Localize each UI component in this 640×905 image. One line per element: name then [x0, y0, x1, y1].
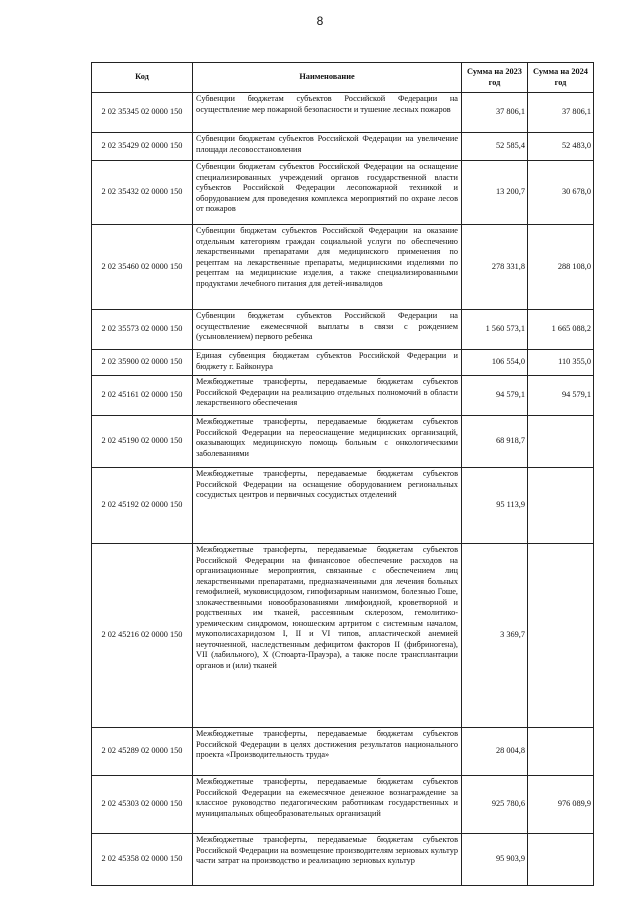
row-code: 2 02 45303 02 0000 150: [92, 776, 193, 834]
row-code: 2 02 35432 02 0000 150: [92, 161, 193, 225]
row-code: 2 02 45289 02 0000 150: [92, 728, 193, 776]
row-name: Единая субвенция бюджетам субъектов Российской Федерации и бюджету г. Байконура: [193, 350, 462, 376]
row-sum-2023: 1 560 573,1: [462, 310, 528, 350]
row-code: 2 02 35345 02 0000 150: [92, 93, 193, 133]
row-sum-2024: 976 089,9: [528, 776, 594, 834]
row-sum-2024: 288 108,0: [528, 225, 594, 310]
budget-table: [91, 62, 594, 886]
row-sum-2023: 52 585,4: [462, 133, 528, 161]
row-code: 2 02 35573 02 0000 150: [92, 310, 193, 350]
table-row: [92, 834, 594, 886]
row-sum-2024: [528, 728, 594, 776]
row-sum-2024: [528, 834, 594, 886]
row-sum-2023: 37 806,1: [462, 93, 528, 133]
row-sum-2024: 52 483,0: [528, 133, 594, 161]
table-row: [92, 416, 594, 468]
row-sum-2023: 68 918,7: [462, 416, 528, 468]
table-row: [92, 161, 594, 225]
row-sum-2024: 110 355,0: [528, 350, 594, 376]
row-code: 2 02 45192 02 0000 150: [92, 468, 193, 544]
row-code: 2 02 45358 02 0000 150: [92, 834, 193, 886]
table-row: [92, 310, 594, 350]
row-sum-2024: 30 678,0: [528, 161, 594, 225]
row-sum-2023: 13 200,7: [462, 161, 528, 225]
row-code: 2 02 35460 02 0000 150: [92, 225, 193, 310]
table-row: [92, 468, 594, 544]
row-sum-2024: 94 579,1: [528, 376, 594, 416]
row-sum-2024: [528, 544, 594, 728]
table-row: [92, 133, 594, 161]
row-sum-2023: 95 113,9: [462, 468, 528, 544]
row-code: 2 02 45161 02 0000 150: [92, 376, 193, 416]
row-name: Межбюджетные трансферты, передаваемые бюджетам субъектов Российской Федерации в целях достижения результатов национального проекта «Производительность труда»: [193, 728, 462, 776]
row-sum-2023: 925 780,6: [462, 776, 528, 834]
row-sum-2024: [528, 468, 594, 544]
header-name: Наименование: [193, 63, 462, 93]
row-sum-2024: 37 806,1: [528, 93, 594, 133]
row-name: Субвенции бюджетам субъектов Российской Федерации на осуществление ежемесячной выплаты в связи с рождением (усыновлением) первого ребенка: [193, 310, 462, 350]
row-sum-2023: 28 004,8: [462, 728, 528, 776]
header-row: [92, 63, 594, 93]
row-name: Субвенции бюджетам субъектов Российской Федерации на осуществление мер пожарной безопасности и тушение лесных пожаров: [193, 93, 462, 133]
row-name: Межбюджетные трансферты, передаваемые бюджетам субъектов Российской Федерации на возмещение производителям зерновых культур части затрат на производство и реализацию зерновых культур: [193, 834, 462, 886]
table-row: [92, 376, 594, 416]
row-name: Межбюджетные трансферты, передаваемые бюджетам субъектов Российской Федерации на реализацию отдельных полномочий в области лекарственного обеспечения: [193, 376, 462, 416]
row-code: 2 02 35429 02 0000 150: [92, 133, 193, 161]
row-name: Межбюджетные трансферты, передаваемые бюджетам субъектов Российской Федерации на финансовое обеспечение расходов на организационные мероприятия, связанные с обеспечением лиц лекарственными препаратами, предназначенными для лечения больных гемофилией, муковисцидозом, гипофизарным нанизмом, болезнью Гоше, злокачественными новообразованиями лимфоидной, кроветворной и родственных им тканей, рассеянным склерозом, гемолитико-уремическим синдромом, юношеским артритом с системным началом, мукополисахаридозом I, II и VI типов, апластической анемией неуточненной, наследственным дефицитом факторов II (фибриногена), VII (лабильного), X (Стюарта-Прауэра), а также после трансплантации органов и (или) тканей: [193, 544, 462, 728]
row-sum-2023: 278 331,8: [462, 225, 528, 310]
table-row: [92, 350, 594, 376]
row-name: Субвенции бюджетам субъектов Российской Федерации на оснащение специализированных учреждений органов государственной власти субъектов Российской Федерации лесопожарной техникой и оборудованием для проведения комплекса мероприятий по охране лесов от пожаров: [193, 161, 462, 225]
row-sum-2023: 94 579,1: [462, 376, 528, 416]
header-sum-2024: Сумма на 2024 год: [528, 63, 594, 93]
row-name: Межбюджетные трансферты, передаваемые бюджетам субъектов Российской Федерации на ежемесячное денежное вознаграждение за классное руководство педагогическим работникам государственных и муниципальных общеобразовательных организаций: [193, 776, 462, 834]
row-name: Межбюджетные трансферты, передаваемые бюджетам субъектов Российской Федерации на оснащение оборудованием региональных сосудистых центров и первичных сосудистых отделений: [193, 468, 462, 544]
row-sum-2023: 3 369,7: [462, 544, 528, 728]
row-name: Межбюджетные трансферты, передаваемые бюджетам субъектов Российской Федерации на переоснащение медицинских организаций, оказывающих медицинскую помощь больным с онкологическими заболеваниями: [193, 416, 462, 468]
table-row: [92, 544, 594, 728]
row-sum-2023: 106 554,0: [462, 350, 528, 376]
header-sum-2023: Сумма на 2023 год: [462, 63, 528, 93]
header-code: Код: [92, 63, 193, 93]
row-name: Субвенции бюджетам субъектов Российской Федерации на увеличение площади лесовосстановления: [193, 133, 462, 161]
row-code: 2 02 45216 02 0000 150: [92, 544, 193, 728]
table-row: [92, 225, 594, 310]
row-sum-2023: 95 903,9: [462, 834, 528, 886]
row-name: Субвенции бюджетам субъектов Российской Федерации на оказание отдельным категориям граждан социальной услуги по обеспечению лекарственными препаратами для медицинского применения по рецептам на лекарственные препараты, медицинскими изделиями по рецептам на медицинские изделия, а также специализированными продуктами лечебного питания для детей-инвалидов: [193, 225, 462, 310]
row-sum-2024: [528, 416, 594, 468]
page-number: 8: [316, 14, 324, 28]
table-row: [92, 728, 594, 776]
table-row: [92, 93, 594, 133]
row-code: 2 02 45190 02 0000 150: [92, 416, 193, 468]
row-sum-2024: 1 665 088,2: [528, 310, 594, 350]
table-header: [92, 63, 594, 93]
table-row: [92, 776, 594, 834]
row-code: 2 02 35900 02 0000 150: [92, 350, 193, 376]
